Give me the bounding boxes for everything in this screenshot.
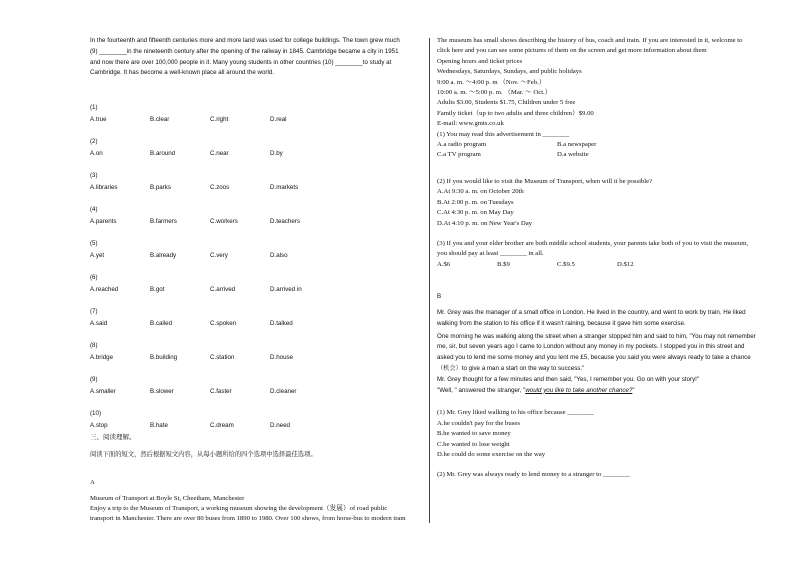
question-number: (10): [90, 410, 102, 418]
question-a1: [437, 130, 777, 161]
option[interactable]: A.on: [90, 150, 103, 158]
option[interactable]: C.spoken: [210, 320, 237, 328]
passage-intro: [90, 36, 422, 79]
options-row: [90, 421, 422, 432]
option[interactable]: B.he wanted to save money: [437, 430, 511, 438]
option[interactable]: C.arrived: [210, 286, 236, 294]
passage-line: click here and you can see some pictures of them on the screen and get more information about them: [437, 47, 707, 55]
quote-suffix: ": [632, 386, 635, 394]
question-6: [90, 273, 422, 296]
column-divider: [429, 38, 430, 523]
option[interactable]: D.real: [270, 116, 287, 124]
option[interactable]: B.building: [150, 354, 178, 362]
option[interactable]: C.workers: [210, 218, 238, 226]
question-b2: [437, 470, 777, 480]
passage-b-text: [437, 308, 777, 396]
passage-a-text: [90, 494, 422, 525]
option[interactable]: B.At 2:00 p. m. on Tuesdays: [437, 198, 514, 206]
option[interactable]: D.house: [270, 354, 294, 362]
question-number: (3): [90, 172, 98, 180]
option[interactable]: B.slower: [150, 388, 174, 396]
option[interactable]: A.yet: [90, 252, 105, 260]
question-number: (4): [90, 206, 98, 214]
option[interactable]: B.farmers: [150, 218, 177, 226]
option[interactable]: A.reached: [90, 286, 119, 294]
option[interactable]: C.dream: [210, 422, 234, 430]
section-title: 三、阅读理解。: [90, 433, 136, 442]
passage-b-label: B: [437, 293, 442, 301]
passage-line: One morning he was walking along the street when a stranger stopped him and said to him, "You may not remember: [437, 332, 756, 340]
question-list: [90, 91, 422, 432]
left-column: [90, 36, 422, 525]
option[interactable]: D.talked: [270, 320, 293, 328]
question-number: (6): [90, 274, 98, 282]
intro-line: In the fourteenth and fifteenth centuries more and more land was used for college buildings. The town grew much: [90, 37, 400, 44]
underlined-phrase: would you like to take another chance?: [525, 386, 633, 394]
family-ticket: Family ticket（up to two adults and three children）$9.00: [437, 109, 594, 117]
option[interactable]: D.teachers: [270, 218, 300, 226]
option[interactable]: A.he couldn't pay for the buses: [437, 419, 520, 427]
hours-summer: 10:00 a. m. ～5:00 p. m. （Mar. ～ Oct.）: [437, 89, 552, 97]
question-a3: [437, 239, 777, 270]
options-row: [90, 217, 422, 228]
option[interactable]: A.bridge: [90, 354, 114, 362]
option[interactable]: B.already: [150, 252, 177, 260]
passage-line: Mr. Grey thought for a few minutes and then said, "Yes, I remember you. Go on with your story!": [437, 375, 700, 383]
quote-prefix: "Well, " answered the stranger, ": [437, 386, 526, 394]
option[interactable]: D.he could do some exercise on the way: [437, 450, 546, 458]
options-row: [90, 183, 422, 194]
options-row: [90, 115, 422, 126]
option[interactable]: A.stop: [90, 422, 108, 430]
passage-line: （机会）to give a man a start on the way to success.": [437, 364, 585, 372]
option[interactable]: A.said: [90, 320, 108, 328]
passage-line: Mr. Grey was the manager of a small office in London. He lived in the country, and went to work by train. He liked: [437, 308, 746, 316]
email-line: E-mail: www.gmts.co.uk: [437, 120, 504, 128]
passage-line: transport in Manchester. There are over 80 buses from 1890 to 1980. Over 100 shows, from horse-bus to modern tram: [90, 515, 406, 523]
option[interactable]: D.$12: [617, 260, 634, 268]
question-stem: (1) You may read this advertisement in ________: [437, 130, 570, 138]
question-2: [90, 137, 422, 160]
question-a2: [437, 177, 777, 229]
option[interactable]: A.$6: [437, 260, 451, 268]
question-number: (8): [90, 342, 98, 350]
options-row: [90, 285, 422, 296]
option[interactable]: C.station: [210, 354, 235, 362]
question-5: [90, 239, 422, 262]
question-8: [90, 341, 422, 364]
option[interactable]: C.zoos: [210, 184, 230, 192]
option[interactable]: D.a website: [557, 151, 589, 159]
option[interactable]: D.need: [270, 422, 290, 430]
question-stem: (3) If you and your elder brother are both middle school students, your parents take both of you to visit the museum,: [437, 239, 749, 247]
option[interactable]: C.faster: [210, 388, 232, 396]
option[interactable]: B.clear: [150, 116, 170, 124]
passage-line: walking from the station to his office if it wasn't raining, because it gave him some exercise.: [437, 319, 686, 327]
question-7: [90, 307, 422, 330]
options-row: [90, 353, 422, 364]
option[interactable]: B.called: [150, 320, 173, 328]
hours-winter: 9:00 a. m. ～4:00 p. m （Nov. ～Feb.）: [437, 78, 546, 86]
options-row: [90, 149, 422, 160]
question-number: (7): [90, 308, 98, 316]
question-number: (1): [90, 104, 98, 112]
option[interactable]: C.right: [210, 116, 229, 124]
ticket-prices: Adults $3.00, Students $1.75, Children under 5 free: [437, 99, 576, 107]
opening-days: Wednesdays, Saturdays, Sundays, and public holidays: [437, 68, 582, 76]
question-stem: you should pay at least ________ in all.: [437, 250, 544, 258]
question-number: (2): [90, 138, 98, 146]
option[interactable]: C.At 4:30 p. m. on May Day: [437, 209, 514, 217]
question-1: [90, 103, 422, 126]
options-row: [90, 319, 422, 330]
option[interactable]: D.cleaner: [270, 388, 297, 396]
question-number: (9): [90, 376, 98, 384]
options-row: [437, 150, 777, 160]
option[interactable]: B.hate: [150, 422, 168, 430]
option[interactable]: A.a radio program: [437, 141, 487, 149]
options-row: [437, 260, 777, 270]
option[interactable]: A.libraries: [90, 184, 118, 192]
option[interactable]: B.parks: [150, 184, 171, 192]
option[interactable]: B.$9: [497, 260, 510, 268]
option[interactable]: D.arrived in: [270, 286, 302, 294]
question-b1: [437, 408, 777, 460]
passage-line: Enjoy a trip to the Museum of Transport, a working museum showing the development（发展）of road public: [90, 505, 388, 512]
opening-hours-heading: Opening hours and ticket prices: [437, 57, 523, 65]
section-instruction: 阅读下面的短文，然后根据短文内容，从每小题所给的四个选项中选择最佳选项。: [90, 451, 317, 459]
option[interactable]: B.a newspaper: [557, 141, 597, 149]
passage-line: Museum of Transport at Boyle St, Cheetham, Manchester: [90, 494, 245, 502]
option[interactable]: D.markets: [270, 184, 299, 192]
right-column: [437, 36, 777, 481]
option[interactable]: C.very: [210, 252, 228, 260]
option[interactable]: A.At 9:30 a. m. on October 20th: [437, 188, 524, 196]
option[interactable]: B.around: [150, 150, 176, 158]
options-row: [90, 251, 422, 262]
option[interactable]: C.a TV program: [437, 151, 481, 159]
option[interactable]: C.near: [210, 150, 229, 158]
passage-line: me, sir, but seven years ago I came to London without any money in my pockets. I stopped you in this street and: [437, 343, 745, 351]
question-number: (5): [90, 240, 98, 248]
question-3: [90, 171, 422, 194]
option[interactable]: B.got: [150, 286, 165, 294]
quote-line: [437, 386, 777, 397]
intro-line: (9) ________in the nineteenth century after the opening of the railway in 1845. Cambridge became a city in 1951: [90, 47, 399, 55]
options-row: [90, 387, 422, 398]
passage-a-label: A: [90, 479, 95, 487]
question-9: [90, 375, 422, 398]
intro-line: and now there are over 100,000 people in it. Many young students in other countries (10) ________to study at: [90, 58, 392, 66]
option[interactable]: C.$9.5: [557, 260, 575, 268]
option[interactable]: A.parents: [90, 218, 117, 226]
options-row: [437, 140, 777, 150]
passage-line: The museum has small shows describing the history of bus, coach and train. If you are interested in it, welcome to: [437, 37, 743, 44]
intro-line: Cambridge. It has become a well-known place all around the world.: [90, 69, 275, 77]
option[interactable]: D.also: [270, 252, 288, 260]
question-10: [90, 409, 422, 432]
option[interactable]: D.by: [270, 150, 283, 158]
question-stem: (1) Mr. Grey liked walking to his office because ________: [437, 409, 594, 417]
passage-line: asked you to lend me some money and you lent me £5, because you said you were always ready to take a chance: [437, 354, 751, 362]
option[interactable]: A.true: [90, 116, 107, 124]
question-stem: (2) Mr. Grey was always ready to lend money to a stranger to ________: [437, 471, 630, 479]
option[interactable]: D.At 4:10 p. m. on New Year's Day: [437, 219, 533, 227]
option[interactable]: C.he wanted to lose weight: [437, 440, 510, 448]
passage-a-continued: [437, 36, 777, 130]
question-4: [90, 205, 422, 228]
question-stem: (2) If you would like to visit the Museum of Transport, when will it be possible?: [437, 177, 653, 185]
option[interactable]: A.smaller: [90, 388, 116, 396]
